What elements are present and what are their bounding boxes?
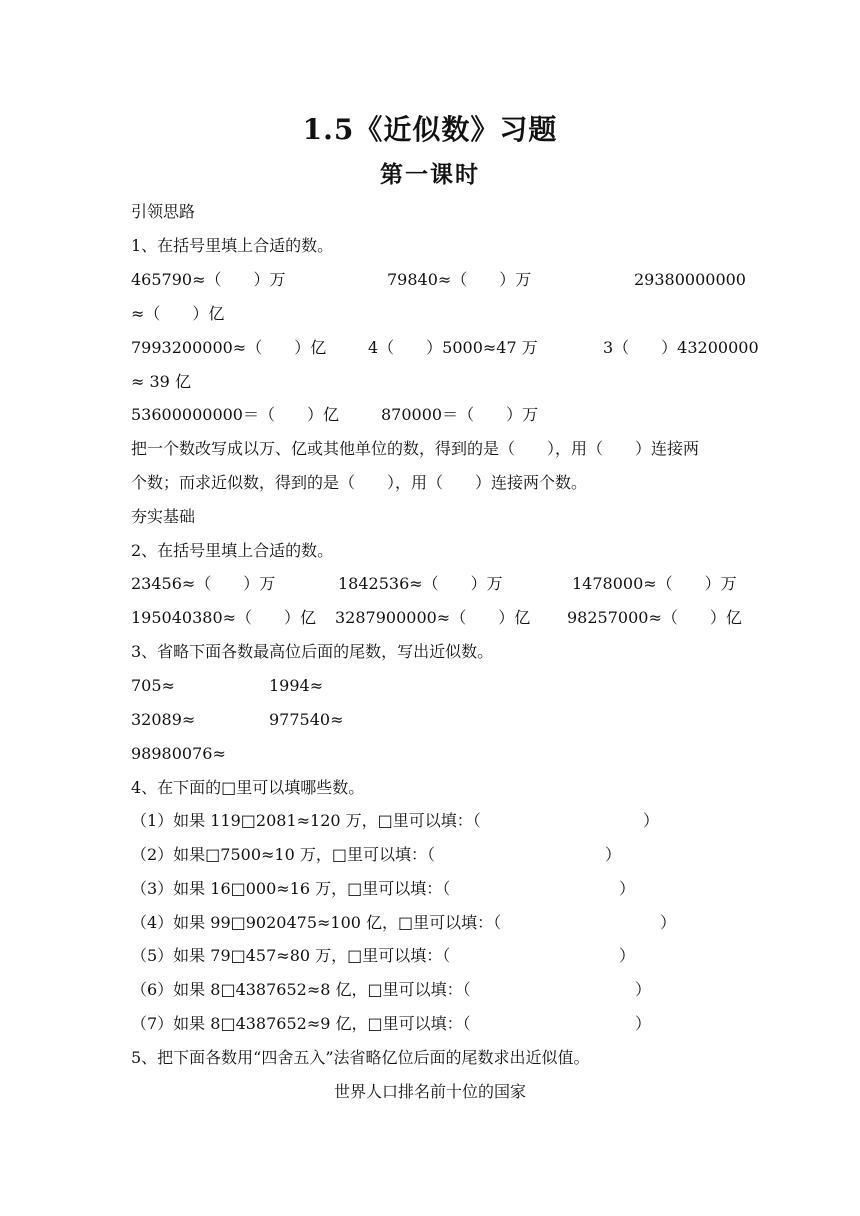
q1-item-5: 4（ ）5000≈47 万 bbox=[368, 338, 538, 357]
question-5: 5、把下面各数用“四舍五入”法省略亿位后面的尾数求出近似值。 bbox=[131, 1048, 590, 1067]
q4-item-6: （6）如果 8□4387652≈8 亿，□里可以填：（ bbox=[131, 980, 471, 999]
q4-item-4: （4）如果 99□9020475≈100 亿，□里可以填：（ bbox=[131, 913, 502, 932]
q4-item-1: （1）如果 119□2081≈120 万，□里可以填：（ bbox=[131, 811, 481, 830]
q2-item-6: 98257000≈（ ）亿 bbox=[567, 608, 742, 627]
question-2: 2、在括号里填上合适的数。 bbox=[131, 541, 334, 560]
question-1: 1、在括号里填上合适的数。 bbox=[131, 236, 334, 255]
q3-item-d: 977540≈ bbox=[269, 710, 344, 729]
q1-item-2: 79840≈（ ）万 bbox=[387, 270, 532, 289]
q4-item-2-close: ） bbox=[605, 845, 622, 864]
table-caption: 世界人口排名前十位的国家 bbox=[333, 1082, 526, 1101]
q4-item-5: （5）如果 79□457≈80 万，□里可以填：（ bbox=[131, 946, 451, 965]
q4-item-4-close: ） bbox=[660, 913, 677, 932]
q4-item-2: （2）如果□7500≈10 万，□里可以填：（ bbox=[131, 845, 435, 864]
q2-item-3: 1478000≈（ ）万 bbox=[572, 574, 737, 593]
q4-item-3-close: ） bbox=[619, 879, 636, 898]
section-heading-2: 夯实基础 bbox=[131, 507, 196, 526]
q3-item-e: 98980076≈ bbox=[131, 744, 226, 763]
q1-item-7: 53600000000＝（ ）亿 bbox=[131, 405, 339, 424]
q3-item-b: 1994≈ bbox=[269, 676, 324, 695]
page-title: 1.5《近似数》习题 bbox=[302, 113, 558, 146]
page-subtitle: 第一课时 bbox=[380, 161, 480, 188]
question-3: 3、省略下面各数最高位后面的尾数，写出近似数。 bbox=[131, 642, 494, 661]
q1-item-3: 29380000000 bbox=[634, 270, 746, 289]
q1-item-6: 3（ ）43200000 bbox=[603, 338, 759, 357]
q1-item-3-cont: ≈（ ）亿 bbox=[131, 304, 225, 323]
q3-item-a: 705≈ bbox=[131, 676, 175, 695]
question-4: 4、在下面的□里可以填哪些数。 bbox=[131, 778, 365, 797]
q1-item-4: 7993200000≈（ ）亿 bbox=[131, 338, 327, 357]
q2-item-5: 3287900000≈（ ）亿 bbox=[335, 608, 531, 627]
q1-item-8: 870000＝（ ）万 bbox=[381, 405, 539, 424]
q2-item-4: 195040380≈（ ）亿 bbox=[131, 608, 317, 627]
q4-item-1-close: ） bbox=[643, 811, 660, 830]
q4-item-3: （3）如果 16□000≈16 万，□里可以填：（ bbox=[131, 879, 451, 898]
paragraph-line-2: 个数；而求近似数，得到的是（ ），用（ ）连接两个数。 bbox=[131, 473, 588, 492]
q1-item-1: 465790≈（ ）万 bbox=[131, 270, 286, 289]
q2-item-2: 1842536≈（ ）万 bbox=[338, 574, 503, 593]
q1-item-6-cont: ≈ 39 亿 bbox=[131, 372, 191, 391]
q4-item-5-close: ） bbox=[619, 946, 636, 965]
q4-item-7-close: ） bbox=[635, 1014, 652, 1033]
section-heading-1: 引领思路 bbox=[131, 202, 196, 221]
paragraph-line-1: 把一个数改写成以万、亿或其他单位的数，得到的是（ ），用（ ）连接两 bbox=[131, 439, 700, 458]
q3-item-c: 32089≈ bbox=[131, 710, 196, 729]
q4-item-7: （7）如果 8□4387652≈9 亿，□里可以填：（ bbox=[131, 1014, 471, 1033]
q2-item-1: 23456≈（ ）万 bbox=[131, 574, 276, 593]
q4-item-6-close: ） bbox=[635, 980, 652, 999]
